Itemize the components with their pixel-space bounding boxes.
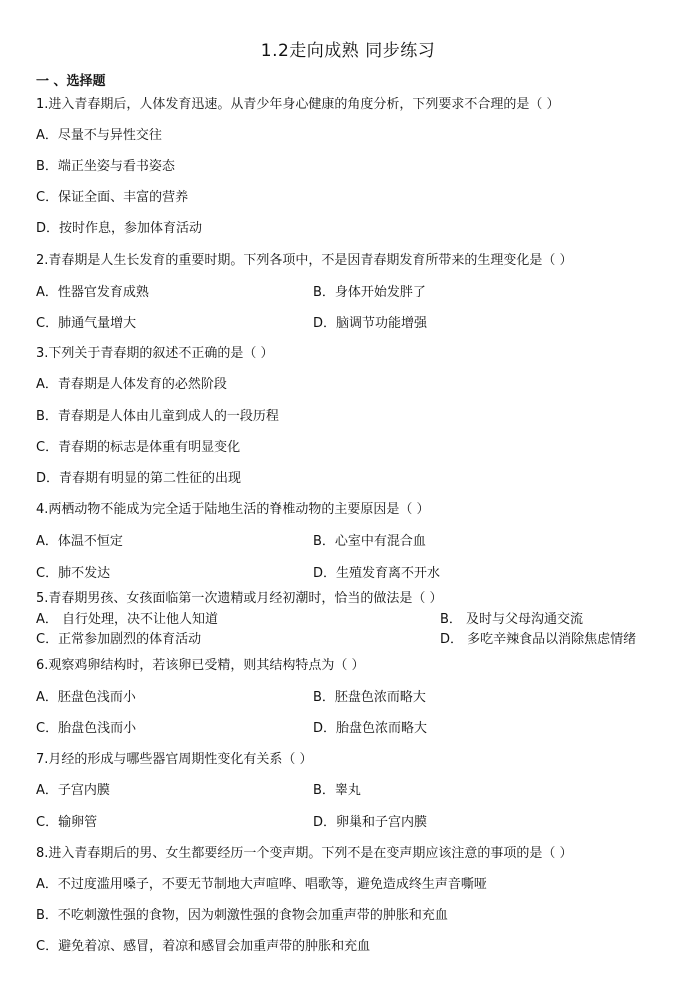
option-d: D．青春期有明显的第二性征的出现 xyxy=(36,471,242,486)
page-title: 1.2走向成熟 同步练习 xyxy=(260,41,436,61)
option-d: D． 多吃辛辣食品以消除焦虑情绪 xyxy=(440,632,637,647)
option-d: D．生殖发育离不开水 xyxy=(313,566,441,581)
question-stem: 4.两栖动物不能成为完全适于陆地生活的脊椎动物的主要原因是（ ） xyxy=(36,502,430,517)
option-d: D．卵巢和子宫内膜 xyxy=(313,815,428,830)
question-stem: 5.青春期男孩、女孩面临第一次遗精或月经初潮时，恰当的做法是（ ） xyxy=(36,591,443,606)
option-c: C．青春期的标志是体重有明显变化 xyxy=(36,440,241,455)
section-heading: 一 、选择题 xyxy=(36,74,106,89)
question-stem: 1.进入青春期后，人体发育迅速。从青少年身心健康的角度分析，下列要求不合理的是（ ） xyxy=(36,97,560,112)
option-b: B．不吃刺激性强的食物，因为刺激性强的食物会加重声带的肿胀和充血 xyxy=(36,908,448,923)
option-a: A．胚盘色浅而小 xyxy=(36,690,136,705)
option-d: D．胎盘色浓而略大 xyxy=(313,721,428,736)
option-b: B．身体开始发胖了 xyxy=(313,285,426,300)
option-a: A．子宫内膜 xyxy=(36,783,110,798)
option-b: B．胚盘色浓而略大 xyxy=(313,690,426,705)
question-stem: 6.观察鸡卵结构时，若该卵已受精，则其结构特点为（ ） xyxy=(36,658,365,673)
option-c: C．正常参加剧烈的体育活动 xyxy=(36,632,202,647)
option-a: A．性器官发育成熟 xyxy=(36,285,149,300)
option-d: D．按时作息，参加体育活动 xyxy=(36,221,203,236)
question-stem: 2.青春期是人生长发育的重要时期。下列各项中，不是因青春期发育所带来的生理变化是（ ） xyxy=(36,253,573,268)
option-a: A．不过度滥用嗓子，不要无节制地大声喧哗、唱歌等，避免造成终生声音嘶哑 xyxy=(36,877,487,892)
option-b: B． 及时与父母沟通交流 xyxy=(440,612,584,627)
option-c: C．输卵管 xyxy=(36,815,98,830)
option-c: C．胎盘色浅而小 xyxy=(36,721,137,736)
option-c: C．肺不发达 xyxy=(36,566,111,581)
question-stem: 3.下列关于青春期的叙述不正确的是（ ） xyxy=(36,346,274,361)
question-stem: 7.月经的形成与哪些器官周期性变化有关系（ ） xyxy=(36,752,313,767)
option-c: C．避免着凉、感冒，着凉和感冒会加重声带的肿胀和充血 xyxy=(36,939,371,954)
option-a: A．青春期是人体发育的必然阶段 xyxy=(36,377,227,392)
option-c: C．肺通气量增大 xyxy=(36,316,137,331)
option-b: B．心室中有混合血 xyxy=(313,534,426,549)
option-a: A．体温不恒定 xyxy=(36,534,123,549)
option-a: A． 自行处理，决不让他人知道 xyxy=(36,612,219,627)
option-b: B．端正坐姿与看书姿态 xyxy=(36,159,175,174)
option-b: B．睾丸 xyxy=(313,783,361,798)
option-c: C．保证全面、丰富的营养 xyxy=(36,190,189,205)
option-d: D．脑调节功能增强 xyxy=(313,316,428,331)
option-b: B．青春期是人体由儿童到成人的一段历程 xyxy=(36,409,279,424)
question-stem: 8.进入青春期后的男、女生都要经历一个变声期。下列不是在变声期应该注意的事项的是（ ） xyxy=(36,846,573,861)
option-a: A．尽量不与异性交往 xyxy=(36,128,162,143)
